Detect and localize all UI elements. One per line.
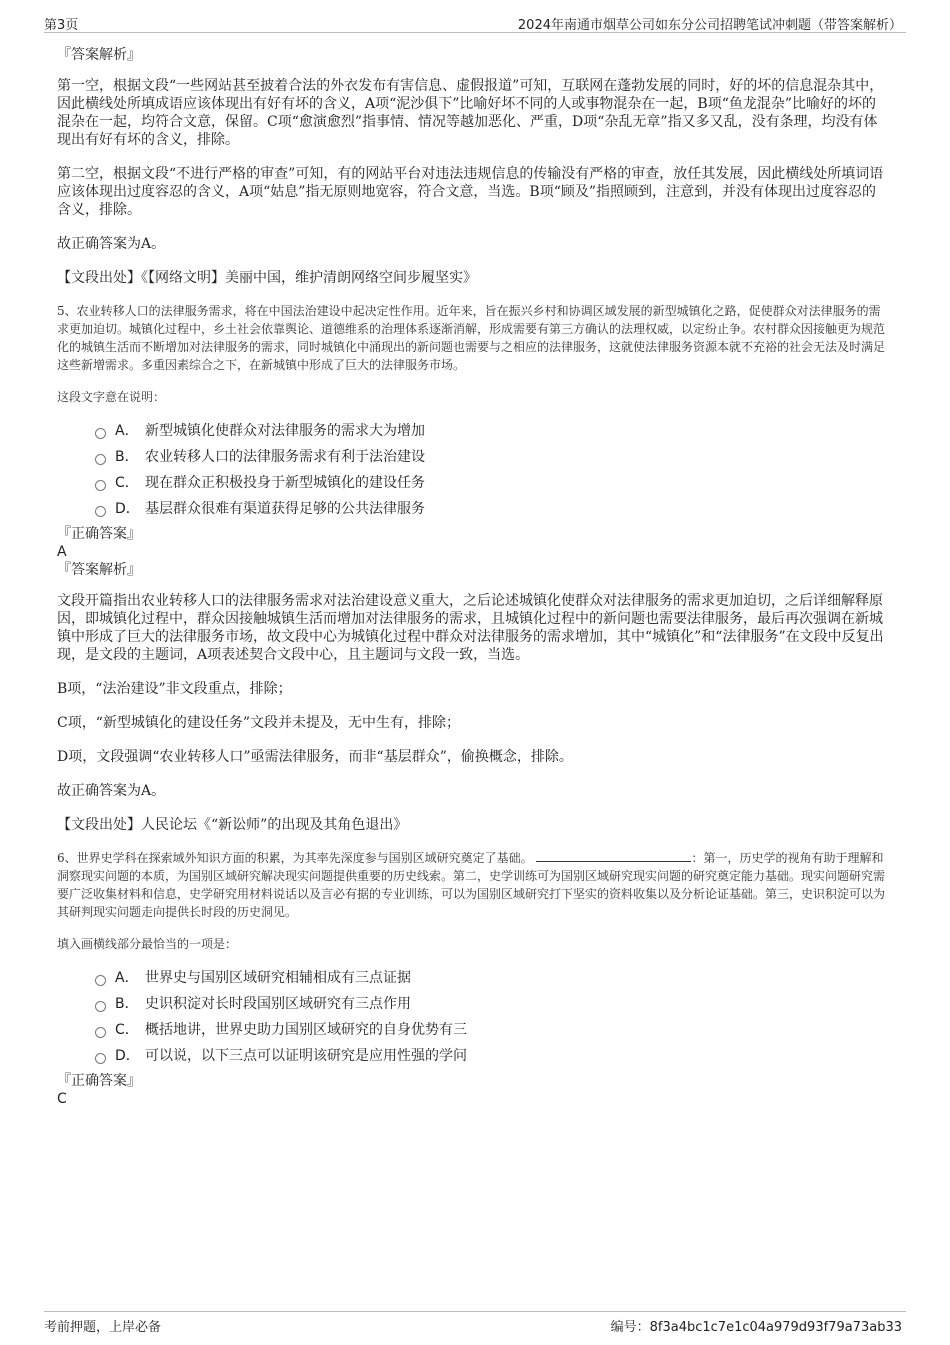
- analysis-label: 『答案解析』: [57, 47, 141, 63]
- analysis-paragraph: B项，“法治建设”非文段重点，排除；: [57, 681, 292, 697]
- page-footer: [44, 1311, 906, 1336]
- correct-answer-label: 『正确答案』: [57, 526, 141, 542]
- option-text: 新型城镇化使群众对法律服务的需求大为增加: [145, 423, 425, 439]
- option-text: 基层群众很难有渠道获得足够的公共法律服务: [145, 501, 425, 517]
- analysis-label: 『答案解析』: [57, 562, 141, 578]
- analysis-paragraph: 第一空，根据文段“一些网站甚至披着合法的外衣发布有害信息、虚假报道”可知，互联网在蓬勃发展的同时，好的坏的信息混杂其中，因此横线处所填成语应该体现出有好有坏的含义，A项“泥沙俱下”比喻好坏不同的人或事物混杂在一起，B项“鱼龙混杂”比喻好的坏的混杂在一起，均符合文意，保留。C项“愈演愈烈”指事情、情况等越加恶化、严重，D项“杂乱无章”指又多又乱，没有条理，均没有体现出有好有坏的含义，排除。: [57, 78, 884, 148]
- source-citation: 【文段出处】《【网络文明】美丽中国，维护清朗网络空间步履坚实》: [57, 270, 477, 286]
- option-c[interactable]: C． 现在群众正积极投身于新型城镇化的建设任务: [95, 473, 889, 499]
- source-citation: 【文段出处】人民论坛《“新讼师”的出现及其角色退出》: [57, 817, 408, 833]
- question-prompt: 填入画横线部分最恰当的一项是：: [57, 937, 238, 951]
- document-body: [57, 46, 889, 1108]
- radio-icon[interactable]: [95, 480, 106, 491]
- question-stem: 6、世界史学科在探索域外知识方面的积累，为其率先深度参与国别区域研究奠定了基础。 ：第一，历史学的视角有助于理解和洞察现实问题的本质，为国别区域研究解决现实问题提供重要的历史线索。第二，史学训练可为国别区域研究现实问题的研究奠定能力基础。现实问题研究需要广泛收集材料和信息，史学研究用材料说话以及言必有据的专业训练，可以为国别区域研究打下坚实的资料收集以及分析论证基础。第三，史识积淀可以为其研判现实问题走向提供长时段的历史洞见。: [57, 851, 886, 919]
- page-number: 第3页: [44, 18, 79, 33]
- correct-answer: C: [57, 1091, 67, 1107]
- option-text: 现在群众正积极投身于新型城镇化的建设任务: [145, 475, 425, 491]
- footer-slogan: 考前押题，上岸必备: [44, 1320, 162, 1335]
- question-prompt: 这段文字意在说明：: [57, 390, 166, 404]
- radio-icon[interactable]: [95, 1001, 106, 1012]
- option-b[interactable]: B． 史识积淀对长时段国别区域研究有三点作用: [95, 994, 889, 1020]
- document-code: 编号：8f3a4bc1c7e1c04a979d93f79a73ab33: [610, 1320, 902, 1335]
- option-text: 史识积淀对长时段国别区域研究有三点作用: [145, 996, 411, 1012]
- option-a[interactable]: A． 新型城镇化使群众对法律服务的需求大为增加: [95, 421, 889, 447]
- option-text: 概括地讲，世界史助力国别区域研究的自身优势有三: [145, 1022, 467, 1038]
- radio-icon[interactable]: [95, 506, 106, 517]
- radio-icon[interactable]: [95, 454, 106, 465]
- conclusion-text: 故正确答案为A。: [57, 783, 166, 799]
- option-text: 可以说，以下三点可以证明该研究是应用性强的学问: [145, 1048, 467, 1064]
- option-list: [57, 421, 889, 525]
- option-a[interactable]: A． 世界史与国别区域研究相辅相成有三点证据: [95, 968, 889, 994]
- option-c[interactable]: C． 概括地讲，世界史助力国别区域研究的自身优势有三: [95, 1020, 889, 1046]
- radio-icon[interactable]: [95, 975, 106, 986]
- page-header: [44, 10, 906, 33]
- document-title: 2024年南通市烟草公司如东分公司招聘笔试冲刺题（带答案解析）: [517, 18, 902, 33]
- option-b[interactable]: B． 农业转移人口的法律服务需求有利于法治建设: [95, 447, 889, 473]
- fill-blank-line: [536, 849, 691, 862]
- correct-answer-label: 『正确答案』: [57, 1073, 141, 1089]
- option-d[interactable]: D． 可以说，以下三点可以证明该研究是应用性强的学问: [95, 1046, 889, 1072]
- option-text: 农业转移人口的法律服务需求有利于法治建设: [145, 449, 425, 465]
- correct-answer: A: [57, 544, 67, 560]
- radio-icon[interactable]: [95, 1053, 106, 1064]
- radio-icon[interactable]: [95, 1027, 106, 1038]
- analysis-paragraph: 文段开篇指出农业转移人口的法律服务需求对法治建设意义重大，之后论述城镇化使群众对法律服务的需求更加迫切，之后详细解释原因，即城镇化过程中，群众因接触城镇生活而增加对法律服务的需求，且城镇化过程中的新问题也需要法律服务，最后再次强调在新城镇中形成了巨大的法律服务市场，故文段中心为城镇化过程中群众对法律服务的需求增加，其中“城镇化”和“法律服务”在文段中反复出现，是文段的主题词，A项表述契合文段中心，且主题词与文段一致，当选。: [57, 593, 884, 663]
- question-stem: 5、农业转移人口的法律服务需求，将在中国法治建设中起决定性作用。近年来，旨在振兴乡村和协调区域发展的新型城镇化之路，促使群众对法律服务的需求更加迫切。城镇化过程中，乡土社会依靠舆论、道德维系的治理体系逐渐消解，形成需要有第三方确认的法理权威，以定纷止争。农村群众因接触更为规范化的城镇生活而不断增加对法律服务的需求，同时城镇化中涌现出的新问题也需要与之相应的法律服务，这就使法律服务资源本就不充裕的社会无法及时满足这些新增需求。多重因素综合之下，在新城镇中形成了巨大的法律服务市场。: [57, 304, 886, 372]
- radio-icon[interactable]: [95, 428, 106, 439]
- analysis-paragraph: D项，文段强调“农业转移人口”亟需法律服务，而非“基层群众”，偷换概念，排除。: [57, 749, 573, 765]
- analysis-paragraph: 第二空，根据文段“不进行严格的审查”可知，有的网站平台对违法违规信息的传输没有严格的审查，放任其发展，因此横线处所填词语应该体现出过度容忍的含义，A项“姑息”指无原则地宽容，符合文意，当选。B项“顾及”指照顾到，注意到，并没有体现出过度容忍的含义，排除。: [57, 166, 884, 218]
- option-d[interactable]: D． 基层群众很难有渠道获得足够的公共法律服务: [95, 499, 889, 525]
- option-list: [57, 968, 889, 1072]
- analysis-paragraph: C项，“新型城镇化的建设任务”文段并未提及，无中生有，排除；: [57, 715, 461, 731]
- conclusion-text: 故正确答案为A。: [57, 236, 166, 252]
- option-text: 世界史与国别区域研究相辅相成有三点证据: [145, 970, 411, 986]
